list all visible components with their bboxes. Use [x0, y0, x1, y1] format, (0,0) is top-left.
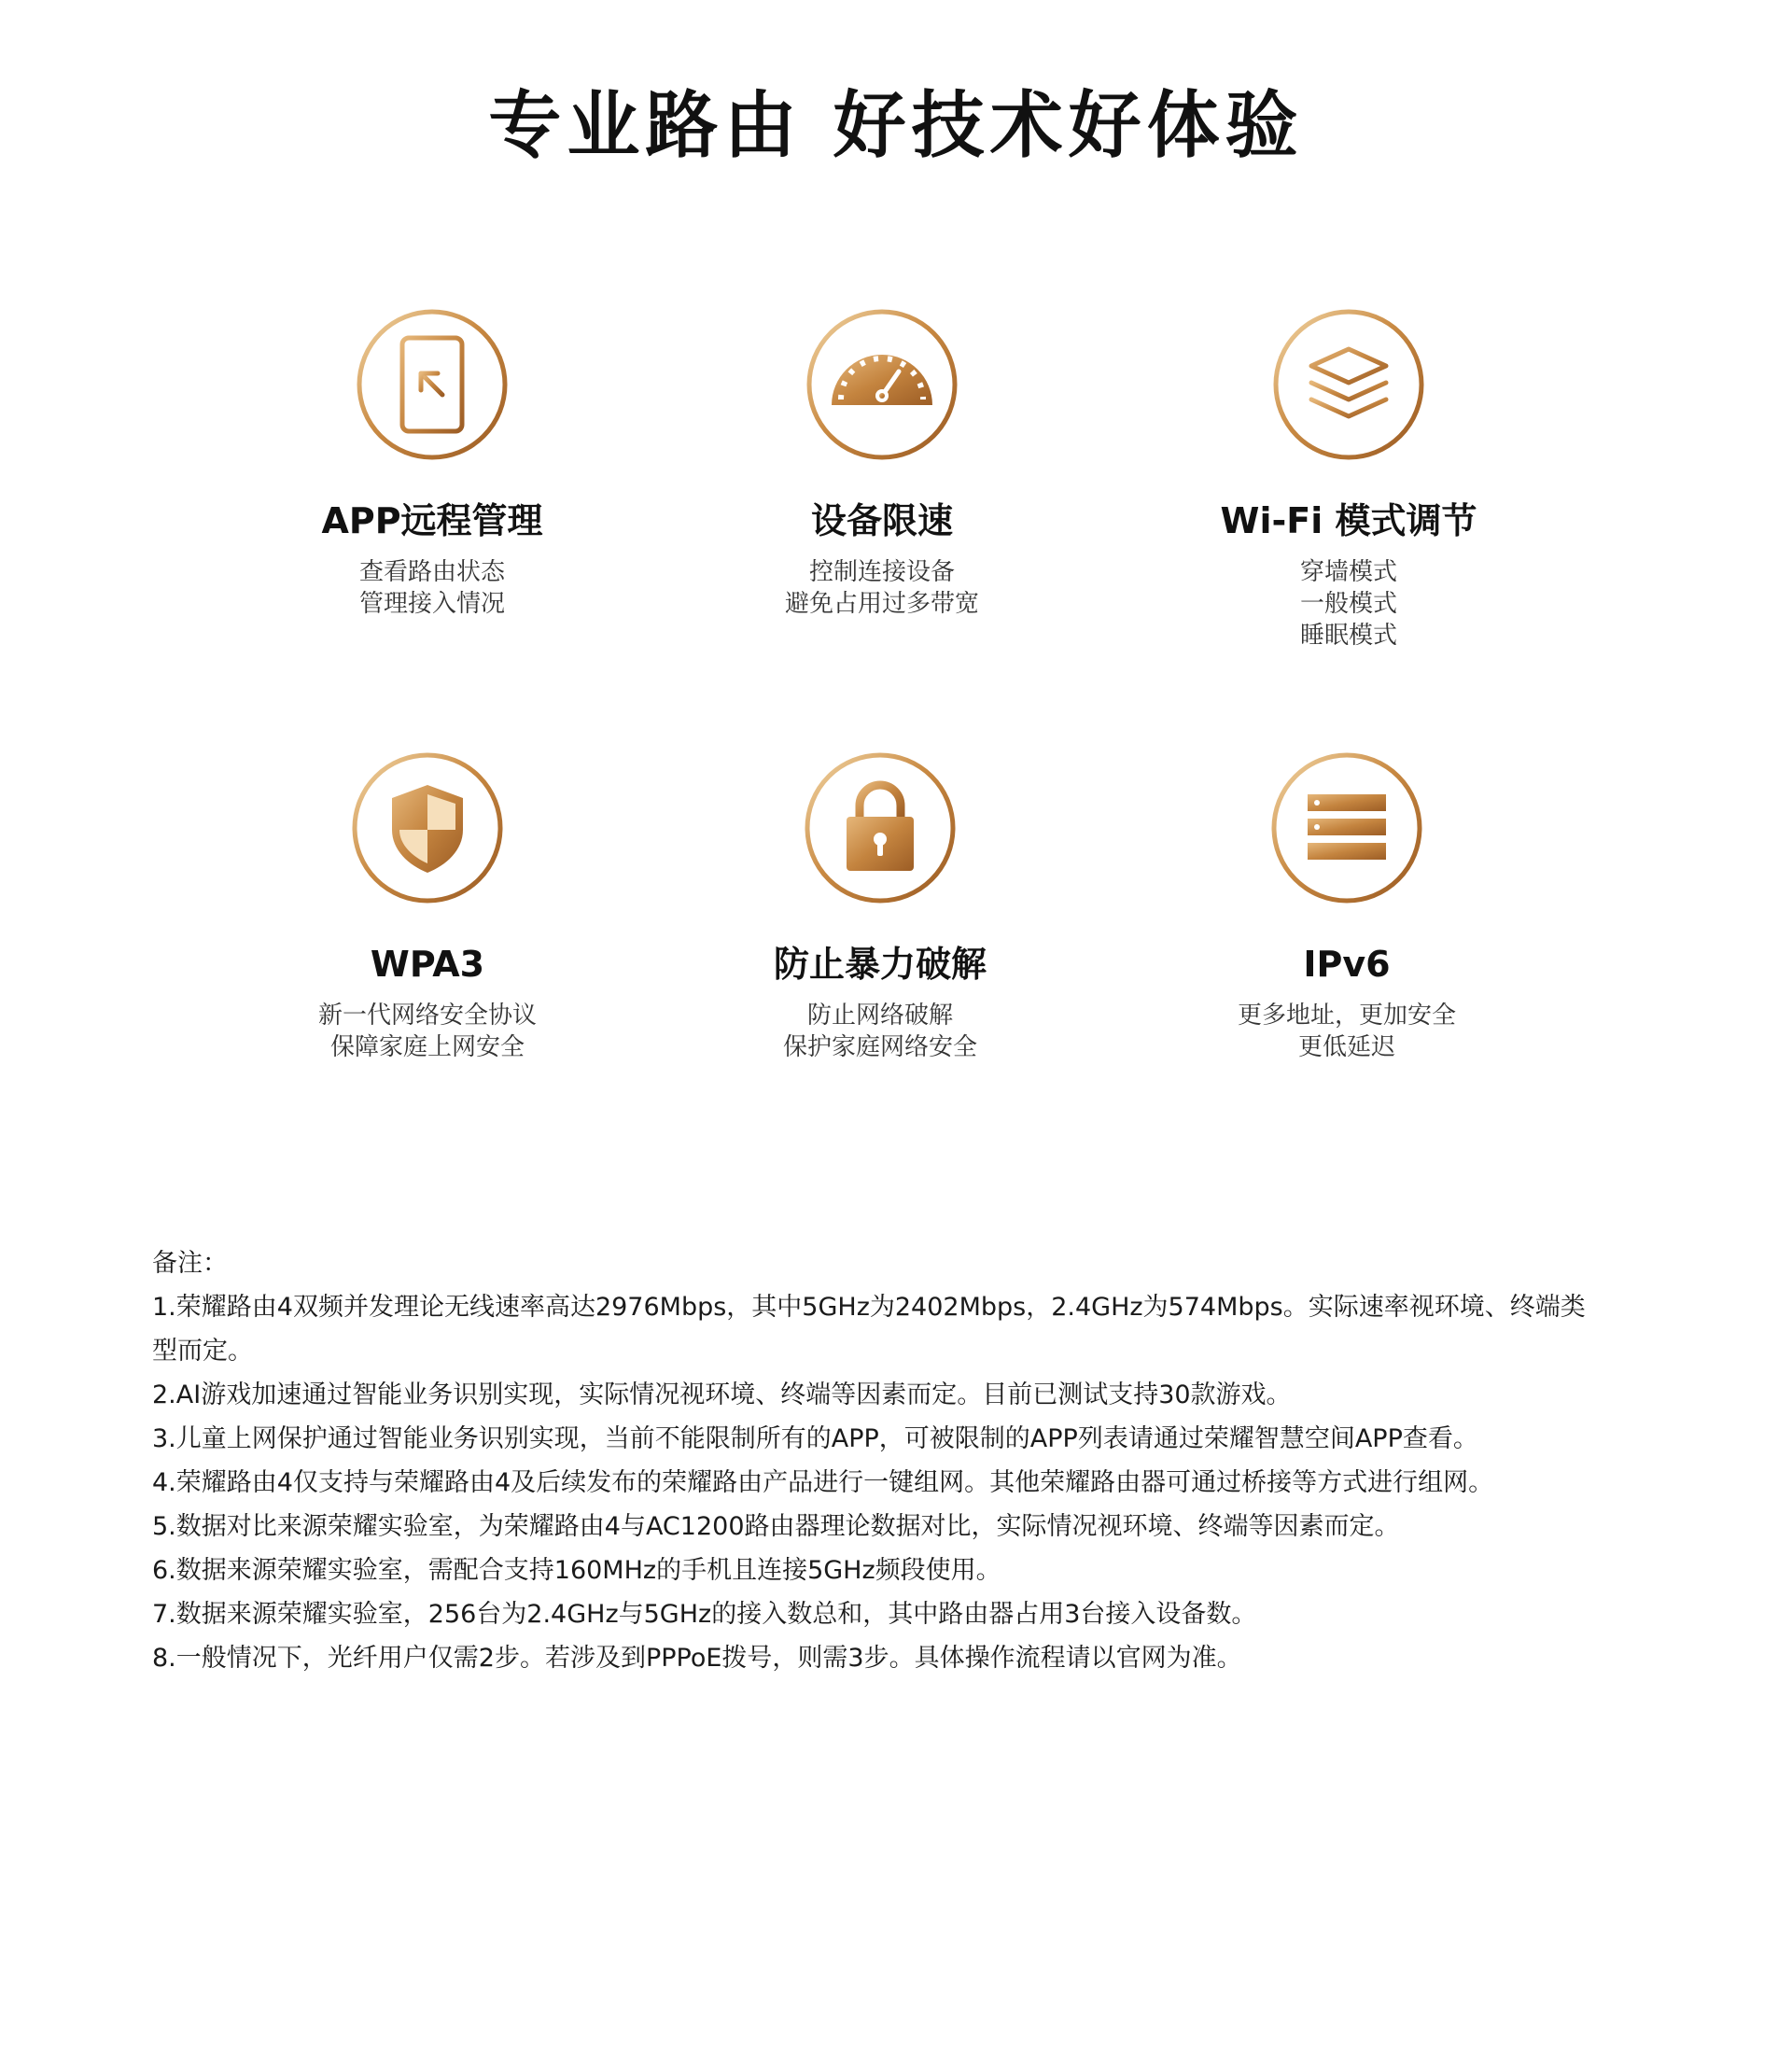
feature-ipv6 [1123, 751, 1571, 1063]
notes-heading: 备注： [152, 1249, 228, 1278]
feature-desc [1125, 556, 1573, 652]
feature-title: 设备限速 [810, 500, 953, 541]
feature-title: APP远程管理 [321, 500, 543, 541]
feature-desc-line: 穿墙模式 [1299, 558, 1397, 586]
note-item: 6.数据来源荣耀实验室，需配合支持160MHz的手机且连接5GHz频段使用。 [152, 1556, 1001, 1585]
feature-desc-line: 睡眠模式 [1299, 622, 1397, 650]
speedometer-icon [805, 308, 959, 461]
feature-title: 防止暴力破解 [773, 944, 987, 985]
note-item: 3.儿童上网保护通过智能业务识别实现，当前不能限制所有的APP，可被限制的APP列表请通过荣耀智慧空间APP查看。 [152, 1424, 1478, 1453]
feature-desc [208, 556, 656, 620]
feature-desc-line: 控制连接设备 [808, 558, 955, 586]
feature-wpa3 [203, 751, 651, 1063]
padlock-icon [804, 751, 957, 904]
note-item: 型而定。 [152, 1337, 253, 1366]
feature-title: Wi-Fi 模式调节 [1220, 500, 1477, 541]
feature-title: WPA3 [370, 944, 485, 985]
feature-desc [203, 1000, 651, 1063]
feature-desc-line: 查看路由状态 [358, 558, 505, 586]
page-title: 专业路由 好技术好体验 [488, 84, 1304, 168]
note-item: 8.一般情况下，光纤用户仅需2步。若涉及到PPPoE拨号，则需3步。具体操作流程请以官网为准。 [152, 1644, 1242, 1673]
feature-desc-line: 避免占用过多带宽 [784, 590, 979, 618]
note-item: 7.数据来源荣耀实验室，256台为2.4GHz与5GHz的接入数总和，其中路由器占用3台接入设备数。 [152, 1600, 1257, 1629]
note-item: 1.荣耀路由4双频并发理论无线速率高达2976Mbps，其中5GHz为2402Mbps，2.4GHz为574Mbps。实际速率视环境、终端类 [152, 1293, 1586, 1322]
feature-title: IPv6 [1303, 944, 1391, 985]
feature-app-remote [208, 308, 656, 620]
feature-desc-line: 防止网络破解 [806, 1002, 953, 1030]
note-item: 4.荣耀路由4仅支持与荣耀路由4及后续发布的荣耀路由产品进行一键组网。其他荣耀路由器可通过桥接等方式进行组网。 [152, 1468, 1494, 1497]
feature-wifi-mode [1125, 308, 1573, 652]
feature-desc-line: 保障家庭上网安全 [329, 1033, 525, 1061]
layers-icon [1272, 308, 1425, 461]
feature-brute-force [656, 751, 1104, 1063]
feature-desc [656, 1000, 1104, 1063]
feature-desc-line: 更多地址，更加安全 [1237, 1002, 1456, 1030]
note-item: 2.AI游戏加速通过智能业务识别实现，实际情况视环境、终端等因素而定。目前已测试支持30款游戏。 [152, 1380, 1292, 1409]
feature-desc-line: 更低延迟 [1297, 1033, 1395, 1061]
feature-desc-line: 保护家庭网络安全 [782, 1033, 977, 1061]
feature-desc [658, 556, 1106, 620]
phone-remote-icon [356, 308, 509, 461]
feature-desc [1123, 1000, 1571, 1063]
note-item: 5.数据对比来源荣耀实验室，为荣耀路由4与AC1200路由器理论数据对比，实际情况视环境、终端等因素而定。 [152, 1512, 1400, 1541]
server-icon [1270, 751, 1423, 904]
feature-desc-line: 管理接入情况 [358, 590, 505, 618]
shield-icon [351, 751, 504, 904]
feature-speed-limit [658, 308, 1106, 620]
feature-desc-line: 一般模式 [1299, 590, 1397, 618]
feature-desc-line: 新一代网络安全协议 [317, 1002, 537, 1030]
notes-section [152, 1241, 1645, 1680]
